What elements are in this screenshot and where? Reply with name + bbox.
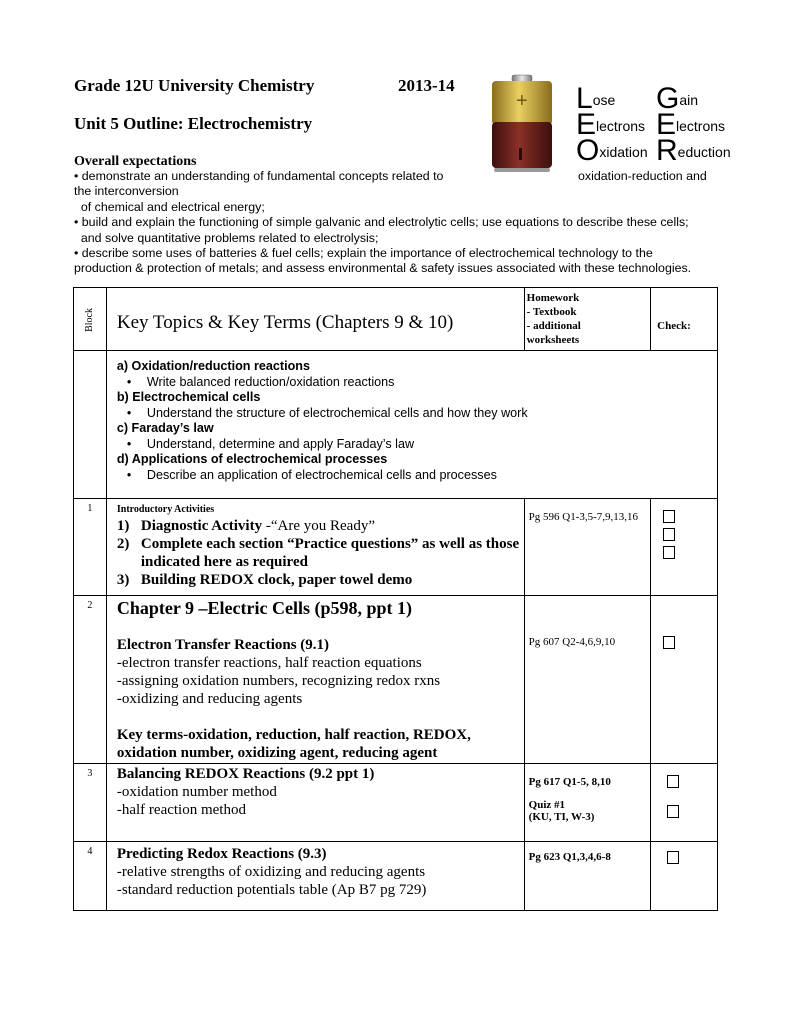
block-number: 4 (87, 846, 93, 857)
expectation-side-text: oxidation-reduction and (578, 169, 707, 183)
homework-text: Pg 623 Q1,3,4,6-8 (528, 851, 611, 863)
expectation-line: of chemical and electrical energy; (74, 199, 265, 214)
battery-icon (482, 74, 562, 174)
expectation-line: production & protection of metals; and assess environmental & safety issues associated with these technologies. (74, 261, 692, 276)
quiz-detail: (KU, TI, W-3) (528, 811, 595, 823)
objectives-list (107, 351, 717, 495)
checkbox-group (651, 499, 717, 559)
homework-text: Pg 607 Q2-4,6,9,10 (528, 636, 616, 648)
section-title: Electron Transfer Reactions (9.1) (116, 637, 330, 653)
objectives-cell (106, 351, 717, 499)
expectation-line: • build and explain the functioning of simple galvanic and electrolytic cells; use equations to describe these cells; (74, 215, 689, 230)
section-block (107, 636, 524, 762)
mnemonic-electrons-right: Electrons (656, 108, 726, 141)
objective-heading: c) Faraday’s law (116, 421, 214, 435)
block-number: 2 (87, 600, 93, 611)
unit-outline-table (73, 287, 718, 911)
mnemonic-lose: Lose (576, 82, 616, 115)
section-title: Balancing REDOX Reactions (9.2 ppt 1) (116, 766, 375, 782)
block-number: 3 (87, 768, 93, 779)
table-row (74, 499, 718, 596)
list-item: 3) Building REDOX clock, paper towel demo (116, 572, 413, 588)
check-header (651, 288, 718, 351)
topics-header (106, 288, 524, 351)
topic-line: -half reaction method (116, 802, 246, 818)
course-year: 2013-14 (398, 76, 455, 95)
checkbox[interactable] (663, 636, 675, 649)
section-block (107, 842, 524, 899)
objective-item: • Understand the structure of electrochemical cells and how they work (117, 406, 717, 422)
homework-text: Pg 596 Q1-3,5-7,9,13,16 (528, 511, 639, 523)
chapter-title: Chapter 9 –Electric Cells (p598, ppt 1) (116, 598, 412, 618)
topics-label: Key Topics & Key Terms (Chapters 9 & 10) (116, 312, 454, 333)
table-row (74, 764, 718, 842)
homework-label: Homework - Textbook - additional worksheets (526, 292, 581, 346)
mnemonic-reduction: Reduction (656, 134, 731, 167)
expectation-line: • demonstrate an understanding of fundamental concepts related to (74, 169, 444, 183)
section-title: Predicting Redox Reactions (9.3) (116, 846, 327, 862)
unit-title: Unit 5 Outline: Electrochemistry (74, 114, 313, 133)
topic-line: -assigning oxidation numbers, recognizing redox rxns (116, 673, 441, 689)
expectation-line: the interconversion (74, 184, 179, 199)
checkbox[interactable] (667, 805, 679, 818)
checkbox[interactable] (663, 510, 675, 523)
table-row (74, 842, 718, 911)
topic-line: -oxidation number method (116, 784, 277, 800)
checkbox[interactable] (667, 775, 679, 788)
expectations-heading: Overall expectations (74, 154, 197, 169)
block-header (74, 288, 107, 351)
objective-item: • Describe an application of electrochemical cells and processes (117, 468, 717, 484)
block-label: Block (83, 308, 95, 332)
intro-list (107, 517, 524, 589)
checkbox[interactable] (667, 851, 679, 864)
quiz-label: Quiz #1 (528, 799, 566, 811)
checkbox[interactable] (663, 546, 675, 559)
objective-heading: a) Oxidation/reduction reactions (116, 359, 310, 373)
table-row (74, 596, 718, 764)
objectives-row (74, 351, 718, 499)
course-title: Grade 12U University Chemistry (74, 76, 315, 95)
mnemonic-gain: Gain (656, 82, 699, 115)
table-header-row (74, 288, 718, 351)
objective-item: • Understand, determine and apply Faraday’s law (117, 437, 717, 453)
topic-line: -oxidizing and reducing agents (116, 691, 303, 707)
topic-line: -electron transfer reactions, half reaction equations (116, 655, 422, 671)
topic-line: -relative strengths of oxidizing and reducing agents (116, 864, 426, 880)
mnemonic-oxidation: Oxidation (576, 134, 648, 167)
expectations-text (74, 169, 726, 277)
objective-heading: b) Electrochemical cells (116, 390, 261, 404)
mnemonic-electrons-left: Electrons (576, 108, 646, 141)
svg-text:+: + (516, 90, 528, 112)
expectation-line: • describe some uses of batteries & fuel cells; explain the importance of electrochemical technology to the (74, 246, 653, 261)
check-label: Check: (657, 320, 691, 332)
topic-line: -standard reduction potentials table (Ap B7 pg 729) (116, 882, 427, 898)
block-number: 1 (87, 503, 93, 514)
objective-item: • Write balanced reduction/oxidation reactions (117, 375, 717, 391)
homework-header (524, 288, 651, 351)
expectation-line: and solve quantitative problems related to electrolysis; (74, 230, 379, 245)
checkbox[interactable] (663, 528, 675, 541)
list-item: 1) Diagnostic Activity -“Are you Ready” (116, 518, 375, 534)
section-block (107, 764, 524, 819)
key-terms: Key terms-oxidation, reduction, half reaction, REDOX, oxidation number, oxidizing agent, reducing agent (116, 727, 471, 761)
objective-heading: d) Applications of electrochemical processes (116, 452, 388, 466)
homework-text: Pg 617 Q1-5, 8,10 (528, 776, 611, 788)
intro-label: Introductory Activities (116, 504, 215, 515)
list-item: 2) Complete each section “Practice questions” as well as those indicated here as required (116, 536, 520, 570)
